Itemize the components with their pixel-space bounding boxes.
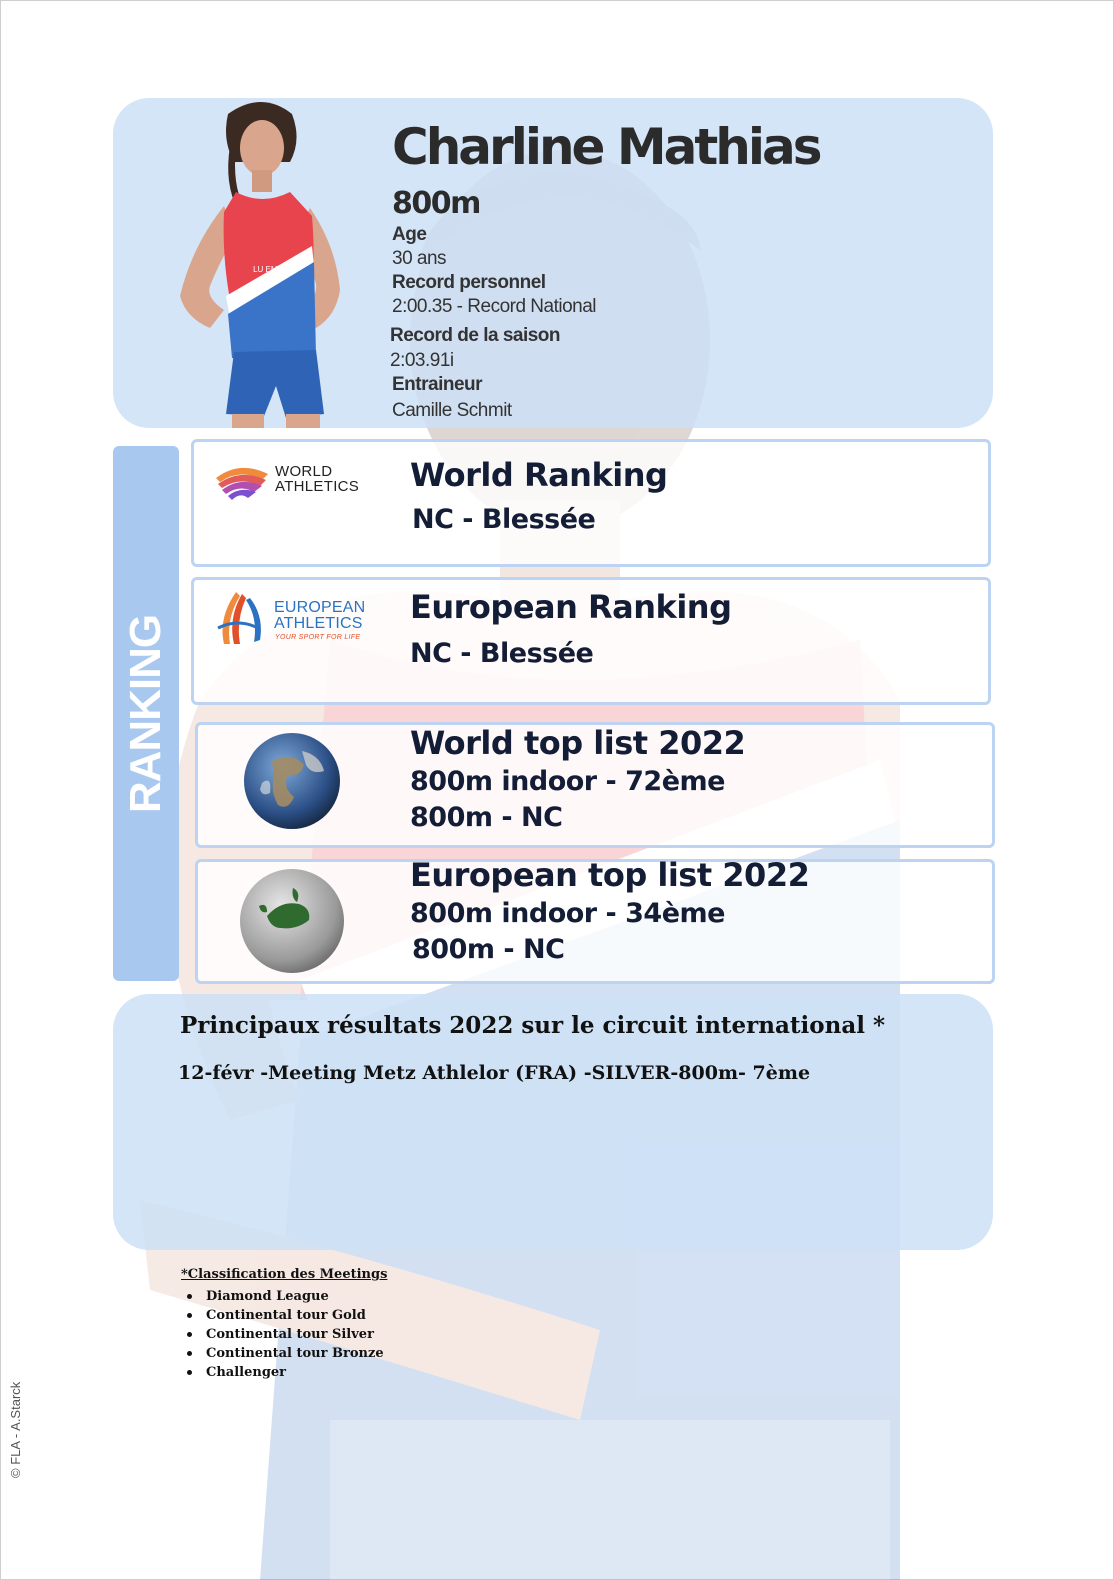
legend-item: Continental tour Gold: [187, 1306, 384, 1325]
world-athletics-logo-line1: WORLD: [275, 463, 333, 480]
world-ranking-value: NC - Blessée: [412, 504, 596, 535]
svg-text:LU EMBOU: LU EMBOU: [253, 265, 295, 274]
athlete-event: 800m: [392, 186, 480, 221]
athlete-portrait: [140, 96, 350, 428]
european-athletics-logo-tagline: YOUR SPORT FOR LIFE: [275, 634, 361, 641]
european-ranking-title: European Ranking: [410, 588, 732, 626]
results-title: Principaux résultats 2022 sur le circuit international *: [180, 1012, 886, 1039]
age-label: Age: [392, 224, 427, 245]
world-top-list-indoor: 800m indoor - 72ème: [410, 766, 725, 797]
european-top-list-indoor: 800m indoor - 34ème: [410, 898, 725, 929]
european-top-list-title: European top list 2022: [410, 856, 810, 894]
ranking-side-label-wrap: [113, 446, 179, 981]
athlete-name: Charline Mathias: [392, 118, 820, 176]
ranking-side-label: RANKING: [121, 614, 171, 813]
legend-list: [187, 1287, 384, 1382]
world-athletics-logo-line2: ATHLETICS: [275, 478, 360, 495]
coach-value: Camille Schmit: [392, 400, 512, 421]
world-top-list-title: World top list 2022: [410, 724, 746, 762]
personal-record-label: Record personnel: [392, 272, 546, 293]
photo-credit: © FLA - A.Starck: [8, 1381, 23, 1478]
legend-title: *Classification des Meetings: [181, 1267, 388, 1282]
age-value: 30 ans: [392, 248, 447, 269]
season-record-label: Record de la saison: [390, 325, 561, 346]
legend-item: Continental tour Silver: [187, 1325, 384, 1344]
globe-europe-icon: [237, 866, 347, 976]
coach-label: Entraineur: [392, 374, 483, 395]
globe-world-icon: [242, 731, 342, 831]
legend-item: Diamond League: [187, 1287, 384, 1306]
personal-record-value: 2:00.35 - Record National: [392, 296, 597, 317]
results-item: 12-févr -Meeting Metz Athlelor (FRA) -SILVER-800m- 7ème: [178, 1062, 811, 1084]
european-athletics-logo-line2: ATHLETICS: [274, 615, 363, 632]
european-athletics-logo-icon: [214, 588, 264, 648]
legend-item: Continental tour Bronze: [187, 1344, 384, 1363]
european-ranking-value: NC - Blessée: [410, 638, 594, 669]
european-athletics-logo-line1: EUROPEAN: [274, 599, 366, 616]
world-athletics-logo-icon: [212, 462, 272, 502]
european-top-list-outdoor: 800m - NC: [412, 934, 565, 965]
world-ranking-title: World Ranking: [410, 456, 668, 494]
season-record-value: 2:03.91i: [390, 350, 454, 371]
legend-item: Challenger: [187, 1363, 384, 1382]
world-top-list-outdoor: 800m - NC: [410, 802, 563, 833]
photo-credit-wrap: [8, 1378, 28, 1478]
